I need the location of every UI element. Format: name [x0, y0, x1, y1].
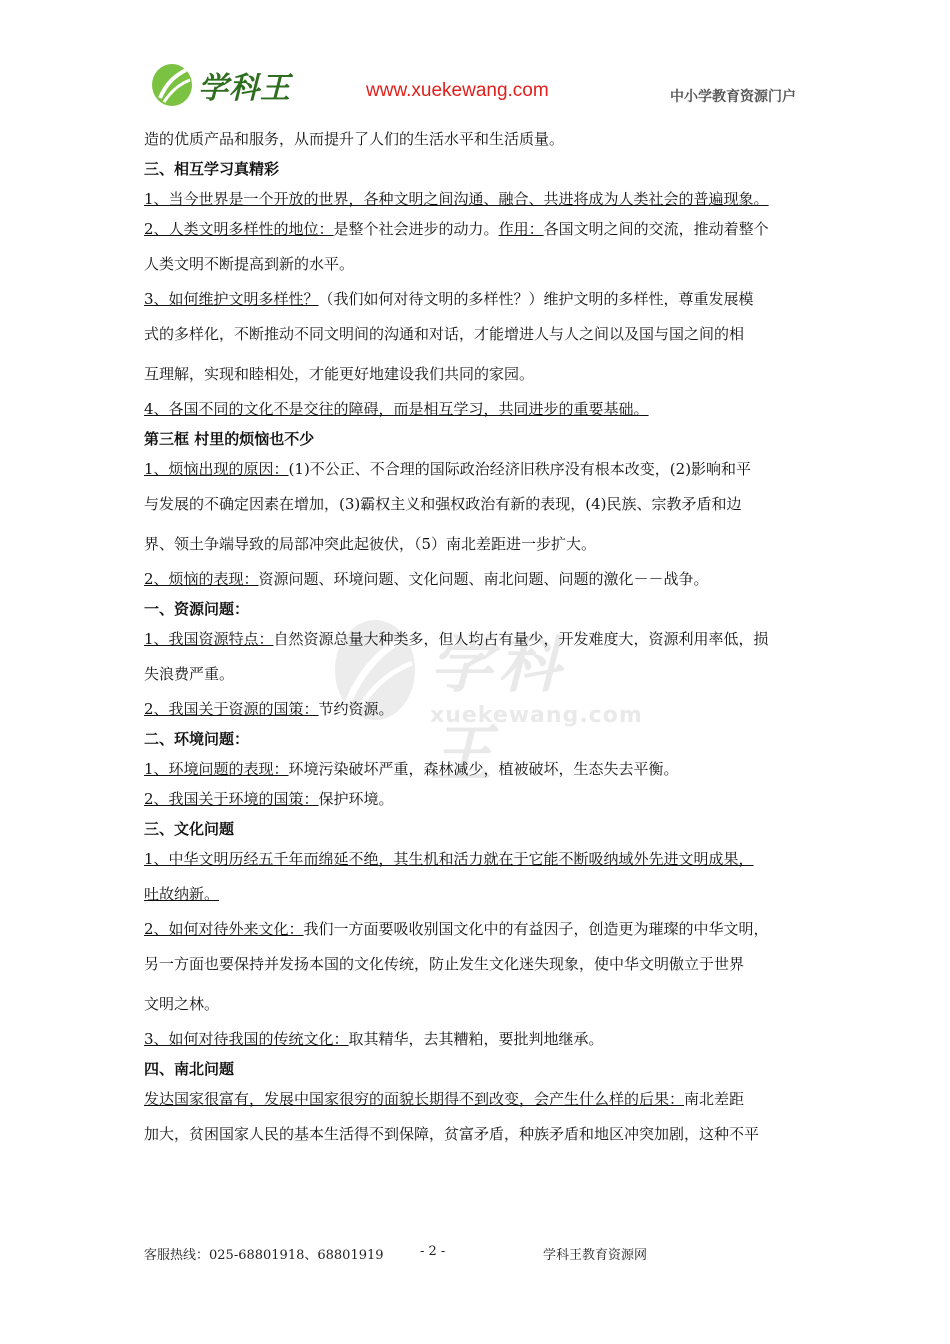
text-line — [144, 984, 814, 1024]
section-heading — [144, 1054, 814, 1084]
text-segment: 保护环境。 — [318, 790, 394, 808]
text-line — [144, 914, 814, 944]
watermark-text: 学科王 — [430, 628, 567, 790]
underlined-text: 2、烦恼的表现： — [144, 570, 259, 588]
underlined-text: 吐故纳新。 — [144, 885, 220, 903]
text-line — [144, 694, 814, 724]
text-segment: 南北差距 — [684, 1090, 745, 1108]
underlined-text: 作用： — [498, 220, 544, 238]
page-footer — [0, 1244, 950, 1274]
portal-tagline: 中小学教育资源门户 — [670, 89, 796, 105]
underlined-text: 2、我国关于环境的国策： — [144, 790, 319, 808]
logo-text: 学科王 — [198, 71, 291, 106]
text-line — [144, 394, 814, 424]
text-line — [144, 874, 814, 914]
page-header — [0, 0, 950, 120]
underlined-text: 发达国家很富有，发展中国家很穷的面貌长期得不到改变，会产生什么样的后果： — [144, 1090, 685, 1108]
text-segment: 三、相互学习真精彩 — [144, 160, 280, 178]
text-line — [144, 1084, 814, 1114]
footer-hotline: 客服热线：025-68801918、68801919 — [144, 1248, 384, 1263]
text-line — [144, 524, 814, 564]
text-line — [144, 454, 814, 484]
underlined-text: 1、我国资源特点： — [144, 630, 274, 648]
text-line — [144, 784, 814, 814]
site-logo[interactable] — [150, 62, 291, 108]
underlined-text: 3、如何维护文明多样性？ — [144, 290, 319, 308]
text-segment: 第三框 村里的烦恼也不少 — [144, 430, 315, 448]
section-heading — [144, 154, 814, 184]
text-line — [144, 1024, 814, 1054]
underlined-text: 1、中华文明历经五千年而绵延不绝，其生机和活力就在于它能不断吸纳域外先进文明成果， — [144, 850, 754, 868]
text-line — [144, 314, 814, 354]
section-heading — [144, 724, 814, 754]
text-segment: 文明之林。 — [144, 995, 220, 1013]
underlined-text: 3、如何对待我国的传统文化： — [144, 1030, 349, 1048]
text-line — [144, 944, 814, 984]
text-line — [144, 284, 814, 314]
underlined-text: 2、我国关于资源的国策： — [144, 700, 319, 718]
text-segment: 三、文化问题 — [144, 820, 235, 838]
text-line — [144, 624, 814, 654]
footer-site-name: 学科王教育资源网 — [543, 1248, 648, 1263]
text-segment: 造的优质产品和服务，从而提升了人们的生活水平和生活质量。 — [144, 130, 565, 148]
text-segment: (1)不公正、不合理的国际政治经济旧秩序没有根本改变，(2)影响和平 — [288, 460, 752, 478]
section-heading — [144, 424, 814, 454]
text-line — [144, 124, 814, 154]
text-segment: 二、环境问题： — [144, 730, 250, 748]
text-segment: 环境污染破坏严重，森林减少，植被破坏，生态失去平衡。 — [288, 760, 679, 778]
site-url-link[interactable]: www.xuekewang.com — [366, 80, 549, 101]
text-line — [144, 1114, 814, 1154]
text-segment: 自然资源总量大种类多，但人均占有量少，开发难度大，资源利用率低，损 — [273, 630, 769, 648]
text-segment: 是整个社会进步的动力。 — [333, 220, 499, 238]
underlined-text: 1、烦恼出现的原因： — [144, 460, 289, 478]
text-segment: 式的多样化，不断推动不同文明间的沟通和对话，才能增进人与人之间以及国与国之间的相 — [144, 325, 745, 343]
text-line — [144, 184, 814, 214]
text-segment: 与发展的不确定因素在增加，(3)霸权主义和强权政治有新的表现，(4)民族、宗教矛盾和边 — [144, 495, 742, 513]
underlined-text: 4、各国不同的文化不是交往的障碍，而是相互学习，共同进步的重要基础。 — [144, 400, 649, 418]
text-line — [144, 354, 814, 394]
text-line — [144, 564, 814, 594]
text-segment: 人类文明不断提高到新的水平。 — [144, 255, 355, 273]
underlined-text: 2、人类文明多样性的地位： — [144, 220, 334, 238]
text-line — [144, 244, 814, 284]
text-segment: 资源问题、环境问题、文化问题、南北问题、问题的激化－－战争。 — [258, 570, 709, 588]
underlined-text: 1、环境问题的表现： — [144, 760, 289, 778]
text-segment: 加大，贫困国家人民的基本生活得不到保障，贫富矛盾，种族矛盾和地区冲突加剧，这种不平 — [144, 1125, 760, 1143]
text-line — [144, 654, 814, 694]
text-line — [144, 214, 814, 244]
underlined-text: 2、如何对待外来文化： — [144, 920, 304, 938]
underlined-text: 1、当今世界是一个开放的世界，各种文明之间沟通、融合、共进将成为人类社会的普遍现象。 — [144, 190, 769, 208]
footer-page-number: - 2 - — [420, 1244, 446, 1259]
text-segment: 取其精华，去其糟粕，要批判地继承。 — [348, 1030, 604, 1048]
text-segment: 我们一方面要吸收别国文化中的有益因子，创造更为璀璨的中华文明， — [303, 920, 769, 938]
text-segment: 一、资源问题： — [144, 600, 250, 618]
text-segment: 界、领土争端导致的局部冲突此起彼伏，（5）南北差距进一步扩大。 — [144, 535, 597, 553]
document-body — [144, 124, 814, 1154]
text-segment: 另一方面也要保持并发扬本国的文化传统，防止发生文化迷失现象，使中华文明傲立于世界 — [144, 955, 745, 973]
text-line — [144, 484, 814, 524]
text-segment: 失浪费严重。 — [144, 665, 235, 683]
watermark-url: xuekewang.com — [430, 703, 643, 728]
text-segment: （我们如何对待文明的多样性？）维护文明的多样性，尊重发展模 — [318, 290, 754, 308]
text-segment: 各国文明之间的交流，推动着整个 — [543, 220, 769, 238]
text-segment: 四、南北问题 — [144, 1060, 235, 1078]
text-segment: 互理解，实现和睦相处，才能更好地建设我们共同的家园。 — [144, 365, 535, 383]
text-line — [144, 844, 814, 874]
leaf-logo-icon — [150, 62, 194, 108]
section-heading — [144, 814, 814, 844]
text-line — [144, 754, 814, 784]
section-heading — [144, 594, 814, 624]
text-segment: 节约资源。 — [318, 700, 394, 718]
